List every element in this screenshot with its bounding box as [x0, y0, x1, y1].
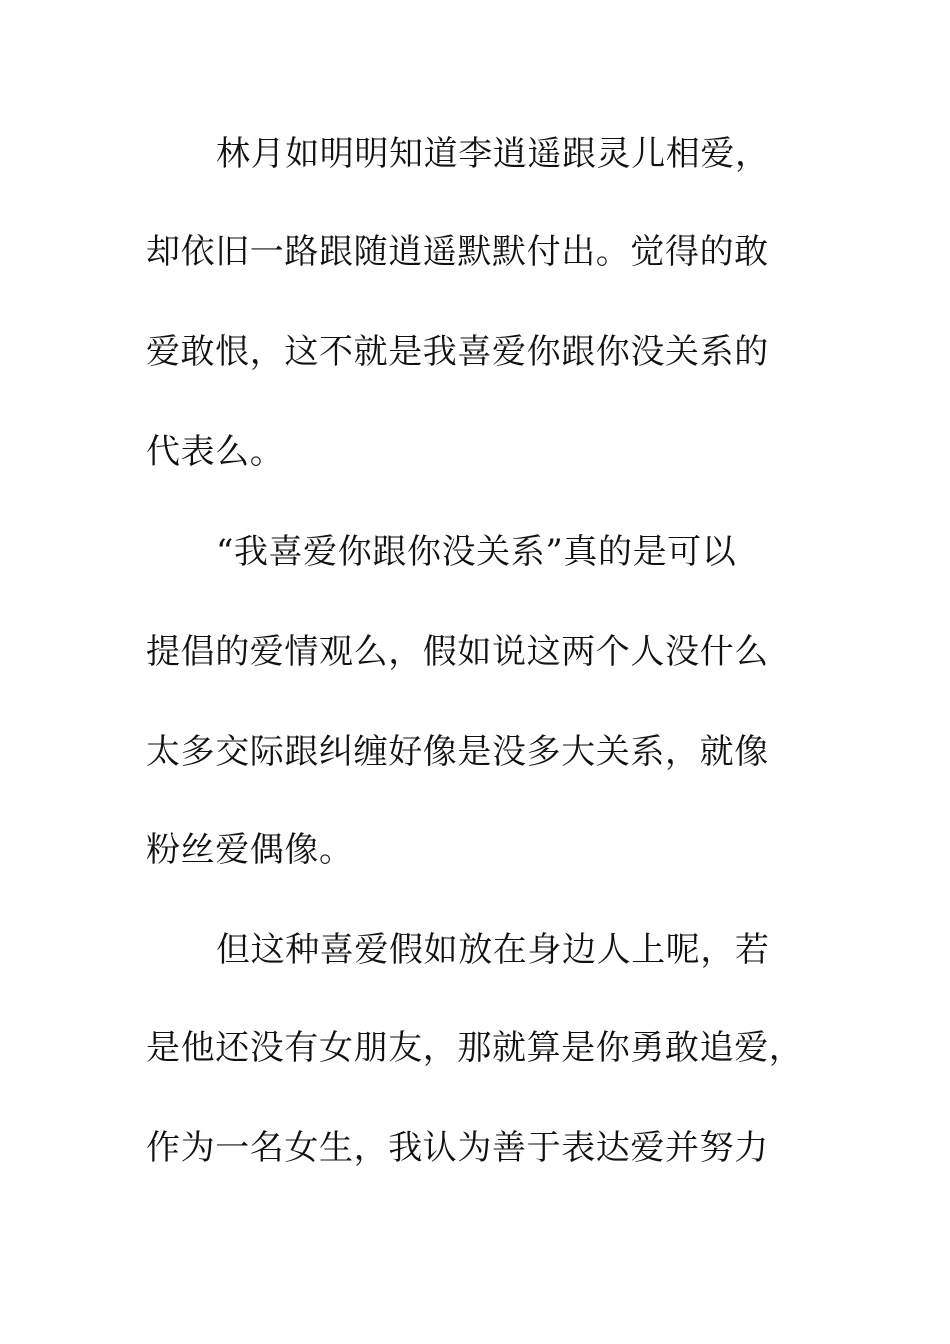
text-line-2: 却依旧一路跟随逍遥默默付出。觉得的敢: [146, 232, 769, 272]
text-line-11: 作为一名女生，我认为善于表达爱并努力: [146, 1128, 769, 1168]
text-line-10: 是他还没有女朋友，那就算是你勇敢追爱，: [146, 1028, 804, 1068]
text-line-4: 代表么。: [146, 432, 285, 472]
text-line-8: 粉丝爱偶像。: [146, 830, 354, 870]
text-line-9: 但这种喜爱假如放在身边人上呢，若: [216, 930, 770, 970]
text-line-5: “我喜爱你跟你没关系”真的是可以: [216, 532, 737, 572]
text-line-3: 爱敢恨，这不就是我喜爱你跟你没关系的: [146, 332, 769, 372]
text-line-7: 太多交际跟纠缠好像是没多大关系，就像: [146, 732, 769, 772]
text-line-1: 林月如明明知道李逍遥跟灵儿相爱，: [216, 134, 770, 174]
text-line-6: 提倡的爱情观么，假如说这两个人没什么: [146, 632, 769, 672]
